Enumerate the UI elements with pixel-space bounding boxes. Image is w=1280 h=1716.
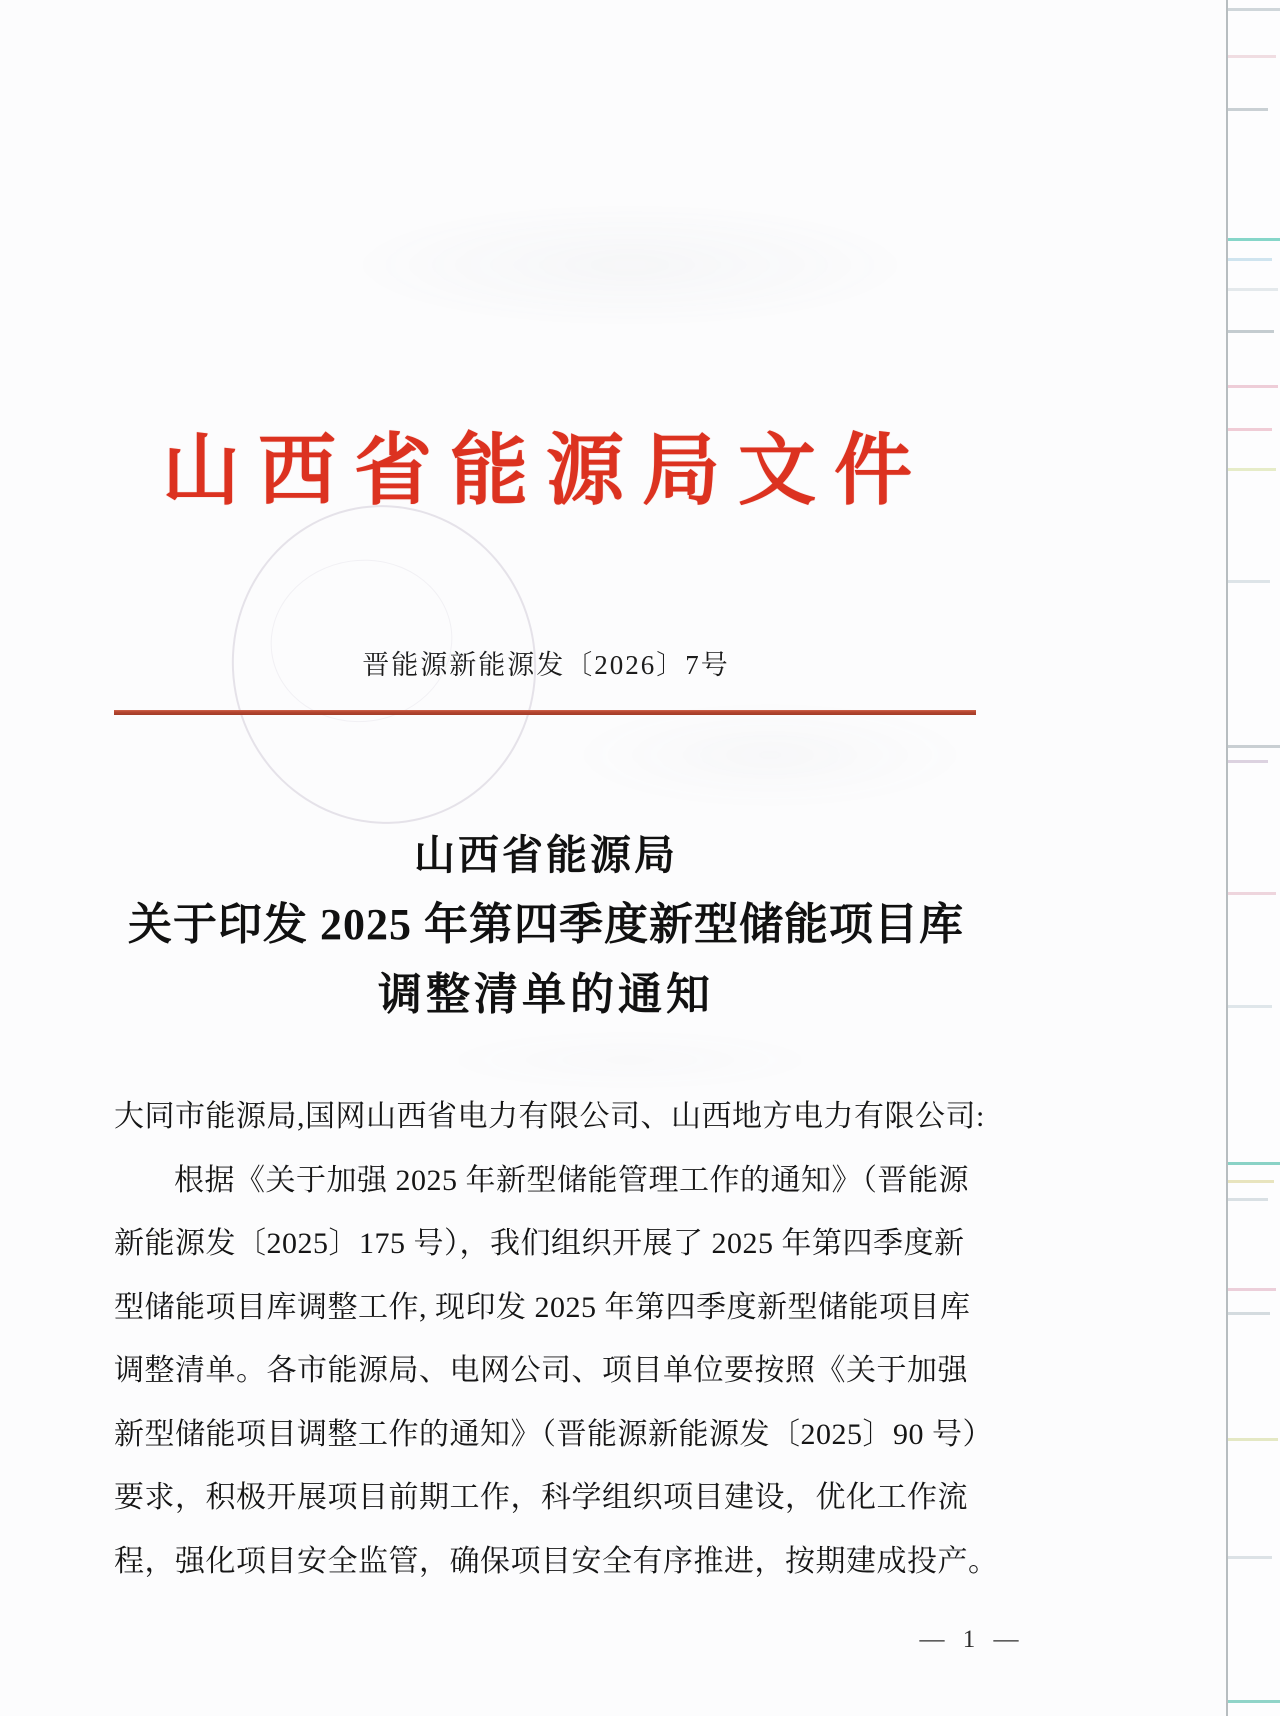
body-text-line: 新能源发〔2025〕175 号），我们组织开展了 2025 年第四季度新 — [114, 1227, 965, 1260]
scan-edge-artifacts — [1228, 0, 1280, 1716]
notice-body — [114, 1085, 999, 1593]
scan-artifact — [1228, 1005, 1272, 1008]
scan-artifact — [1228, 1180, 1274, 1183]
scan-artifact — [1228, 892, 1276, 895]
body-text-line: 要求，积极开展项目前期工作，科学组织项目建设，优化工作流 — [114, 1481, 968, 1514]
scan-artifact — [1228, 108, 1268, 111]
salutation-line: 大同市能源局,国网山西省电力有限公司、山西地方电力有限公司: — [114, 1100, 985, 1133]
scan-bleed-through — [420, 1030, 840, 1090]
scan-artifact — [1228, 1162, 1280, 1165]
scan-artifact — [1228, 760, 1268, 763]
scan-artifact — [1228, 330, 1274, 333]
notice-title-line-3: 调整清单的通知 — [378, 970, 714, 1019]
letterhead-title: 山西省能源局文件 — [161, 427, 930, 514]
document-number: 晋能源新能源发〔2026〕7号 — [362, 650, 730, 680]
scan-artifact — [1228, 468, 1276, 471]
faint-official-seal-inner — [260, 548, 463, 734]
scan-artifact — [1228, 1700, 1280, 1703]
page-number: — 1 — — [919, 1626, 1025, 1653]
scan-artifact — [1228, 258, 1272, 261]
scan-paper-edge — [1226, 0, 1228, 1716]
scan-artifact — [1228, 1438, 1278, 1441]
body-text-line: 调整清单。各市能源局、电网公司、项目单位要按照《关于加强 — [114, 1354, 968, 1387]
scan-artifact — [1228, 428, 1272, 431]
scan-artifact — [1228, 385, 1278, 388]
notice-title-line-2: 关于印发 2025 年第四季度新型储能项目库 — [128, 900, 964, 949]
scan-artifact — [1228, 1556, 1272, 1559]
notice-title — [90, 820, 1002, 1030]
notice-title-line-1: 山西省能源局 — [414, 832, 678, 878]
scan-artifact — [1228, 288, 1278, 291]
scan-artifact — [1228, 580, 1270, 583]
scan-artifact — [1228, 8, 1280, 11]
scan-bleed-through — [330, 200, 930, 330]
scan-artifact — [1228, 745, 1280, 748]
body-text-line: 程，强化项目安全监管，确保项目安全有序推进，按期建成投产。 — [114, 1544, 999, 1578]
scan-artifact — [1228, 1288, 1276, 1291]
body-text-line: 根据《关于加强 2025 年新型储能管理工作的通知》（晋能源 — [174, 1163, 969, 1197]
scan-artifact — [1228, 1312, 1270, 1315]
scan-artifact — [1228, 1198, 1268, 1201]
body-text-line: 新型储能项目调整工作的通知》（晋能源新能源发〔2025〕90 号） — [114, 1417, 993, 1451]
red-separator-rule — [114, 710, 976, 715]
scan-artifact — [1228, 55, 1276, 58]
body-text-line: 型储能项目库调整工作, 现印发 2025 年第四季度新型储能项目库 — [114, 1290, 971, 1324]
scan-artifact — [1228, 238, 1280, 241]
scan-bleed-through — [560, 700, 980, 810]
